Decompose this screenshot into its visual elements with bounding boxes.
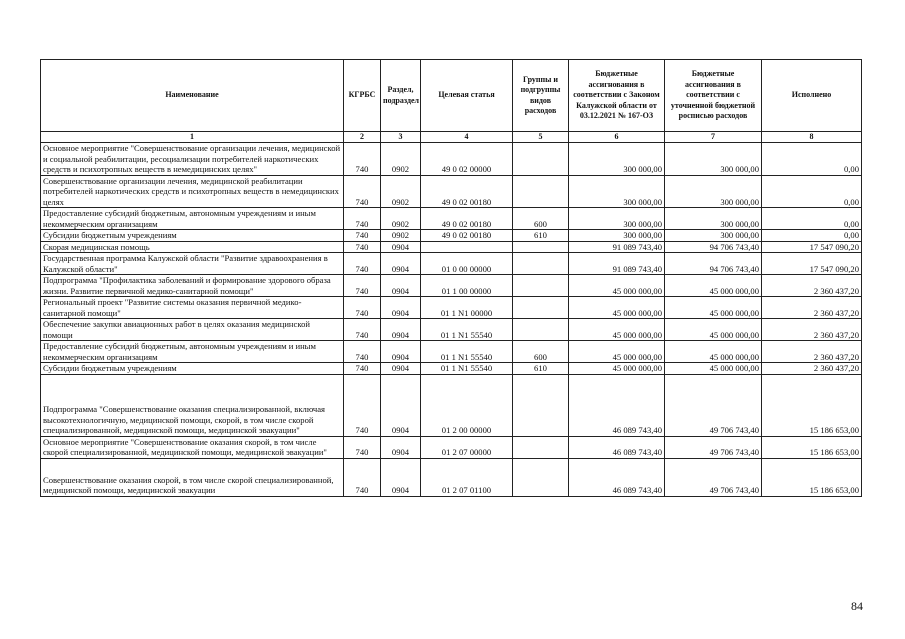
- row-executed: 0,00: [762, 143, 862, 176]
- row-name: Субсидии бюджетным учреждениям: [41, 363, 344, 375]
- column-number: 4: [421, 132, 513, 143]
- row-executed: 2 360 437,20: [762, 319, 862, 341]
- row-law: 300 000,00: [569, 208, 665, 230]
- row-law: 300 000,00: [569, 143, 665, 176]
- column-number: 7: [665, 132, 762, 143]
- row-group: 610: [513, 230, 569, 242]
- row-section: 0904: [381, 374, 421, 436]
- row-refined: 45 000 000,00: [665, 297, 762, 319]
- row-law: 46 089 743,40: [569, 374, 665, 436]
- table-row: [41, 374, 862, 436]
- header-target: Целевая статья: [421, 60, 513, 132]
- row-target: 01 1 00 00000: [421, 275, 513, 297]
- row-section: 0904: [381, 436, 421, 458]
- row-law: 91 089 743,40: [569, 241, 665, 253]
- row-name: Скорая медицинская помощь: [41, 241, 344, 253]
- row-law: 46 089 743,40: [569, 436, 665, 458]
- row-kgrbs: 740: [344, 143, 381, 176]
- row-target: 01 1 N1 55540: [421, 319, 513, 341]
- row-law: 300 000,00: [569, 230, 665, 242]
- row-section: 0902: [381, 143, 421, 176]
- row-target: 01 1 N1 55540: [421, 341, 513, 363]
- row-refined: 94 706 743,40: [665, 241, 762, 253]
- row-kgrbs: 740: [344, 319, 381, 341]
- row-group: [513, 297, 569, 319]
- row-section: 0904: [381, 297, 421, 319]
- column-number: 5: [513, 132, 569, 143]
- row-kgrbs: 740: [344, 436, 381, 458]
- table-row: [41, 208, 862, 230]
- row-target: 49 0 02 00180: [421, 175, 513, 208]
- table-row: [41, 253, 862, 275]
- header-executed: Исполнено: [762, 60, 862, 132]
- row-name: Подпрограмма "Совершенствование оказания специализированной, включая высокотехнологичную, медицинской помощи, скорой, в том числе скорой специализированной, медицинской помощи, медицинской эвакуации": [41, 374, 344, 436]
- row-refined: 300 000,00: [665, 175, 762, 208]
- row-section: 0904: [381, 241, 421, 253]
- row-section: 0904: [381, 363, 421, 375]
- row-refined: 49 706 743,40: [665, 436, 762, 458]
- row-law: 91 089 743,40: [569, 253, 665, 275]
- table-row: [41, 297, 862, 319]
- row-law: 45 000 000,00: [569, 363, 665, 375]
- row-group: [513, 241, 569, 253]
- table-row: [41, 458, 862, 496]
- row-group: [513, 275, 569, 297]
- row-target: 01 2 07 00000: [421, 436, 513, 458]
- row-target: 01 2 00 00000: [421, 374, 513, 436]
- row-kgrbs: 740: [344, 275, 381, 297]
- row-target: 01 1 N1 00000: [421, 297, 513, 319]
- column-number: 2: [344, 132, 381, 143]
- row-section: 0904: [381, 341, 421, 363]
- row-refined: 45 000 000,00: [665, 341, 762, 363]
- row-executed: 15 186 653,00: [762, 374, 862, 436]
- row-kgrbs: 740: [344, 175, 381, 208]
- column-number: 8: [762, 132, 862, 143]
- row-target: 01 0 00 00000: [421, 253, 513, 275]
- row-kgrbs: 740: [344, 208, 381, 230]
- row-refined: 45 000 000,00: [665, 363, 762, 375]
- row-name: Государственная программа Калужской области "Развитие здравоохранения в Калужской области": [41, 253, 344, 275]
- table-row: [41, 341, 862, 363]
- row-law: 300 000,00: [569, 175, 665, 208]
- row-kgrbs: 740: [344, 458, 381, 496]
- row-executed: 17 547 090,20: [762, 241, 862, 253]
- row-executed: 0,00: [762, 175, 862, 208]
- row-name: Обеспечение закупки авиационных работ в целях оказания медицинской помощи: [41, 319, 344, 341]
- row-executed: 2 360 437,20: [762, 363, 862, 375]
- row-executed: 15 186 653,00: [762, 458, 862, 496]
- row-section: 0904: [381, 275, 421, 297]
- row-law: 45 000 000,00: [569, 297, 665, 319]
- row-name: Региональный проект "Развитие системы оказания первичной медико-санитарной помощи": [41, 297, 344, 319]
- table-row: [41, 175, 862, 208]
- row-target: 49 0 02 00180: [421, 230, 513, 242]
- column-number: 6: [569, 132, 665, 143]
- row-name: Основное мероприятие "Совершенствование организации лечения, медицинской и социальной реабилитации, ресоциализации потребителей наркотических средств и психотропных веществ в немедицинских целях": [41, 143, 344, 176]
- table-row: [41, 275, 862, 297]
- row-kgrbs: 740: [344, 341, 381, 363]
- row-executed: 0,00: [762, 208, 862, 230]
- row-law: 45 000 000,00: [569, 275, 665, 297]
- header-name: Наименование: [41, 60, 344, 132]
- table-row: [41, 436, 862, 458]
- row-name: Совершенствование организации лечения, медицинской реабилитации потребителей наркотических средств и психотропных веществ в немедицинских целях: [41, 175, 344, 208]
- row-refined: 49 706 743,40: [665, 458, 762, 496]
- row-executed: 2 360 437,20: [762, 275, 862, 297]
- row-target: [421, 241, 513, 253]
- row-refined: 45 000 000,00: [665, 319, 762, 341]
- header-kgrbs: КГРБС: [344, 60, 381, 132]
- row-group: 600: [513, 208, 569, 230]
- table-row: [41, 319, 862, 341]
- row-executed: 2 360 437,20: [762, 341, 862, 363]
- budget-table-sheet: [40, 59, 861, 497]
- row-kgrbs: 740: [344, 297, 381, 319]
- table-row: [41, 363, 862, 375]
- header-section: Раздел, подраздел: [381, 60, 421, 132]
- table-row: [41, 241, 862, 253]
- row-section: 0904: [381, 458, 421, 496]
- row-name: Предоставление субсидий бюджетным, автономным учреждениям и иным некоммерческим организациям: [41, 208, 344, 230]
- row-target: 01 2 07 01100: [421, 458, 513, 496]
- row-refined: 49 706 743,40: [665, 374, 762, 436]
- row-group: [513, 458, 569, 496]
- row-group: [513, 436, 569, 458]
- row-group: [513, 143, 569, 176]
- row-kgrbs: 740: [344, 241, 381, 253]
- header-row: [41, 60, 862, 132]
- row-kgrbs: 740: [344, 230, 381, 242]
- row-section: 0902: [381, 208, 421, 230]
- row-executed: 2 360 437,20: [762, 297, 862, 319]
- row-group: [513, 253, 569, 275]
- row-name: Подпрограмма "Профилактика заболеваний и формирование здорового образа жизни. Развитие первичной медико-санитарной помощи": [41, 275, 344, 297]
- row-refined: 300 000,00: [665, 143, 762, 176]
- row-law: 46 089 743,40: [569, 458, 665, 496]
- row-group: 600: [513, 341, 569, 363]
- row-target: 49 0 02 00180: [421, 208, 513, 230]
- column-number: 1: [41, 132, 344, 143]
- row-name: Предоставление субсидий бюджетным, автономным учреждениям и иным некоммерческим организациям: [41, 341, 344, 363]
- header-group: Группы и подгруппы видов расходов: [513, 60, 569, 132]
- row-group: [513, 319, 569, 341]
- row-refined: 300 000,00: [665, 230, 762, 242]
- row-kgrbs: 740: [344, 363, 381, 375]
- budget-execution-table: [40, 59, 862, 497]
- row-section: 0904: [381, 319, 421, 341]
- table-row: [41, 230, 862, 242]
- row-group: 610: [513, 363, 569, 375]
- row-section: 0902: [381, 230, 421, 242]
- row-kgrbs: 740: [344, 374, 381, 436]
- column-number-row: [41, 132, 862, 143]
- row-executed: 15 186 653,00: [762, 436, 862, 458]
- row-executed: 0,00: [762, 230, 862, 242]
- row-name: Основное мероприятие "Совершенствование оказания скорой, в том числе скорой специализированной, медицинской помощи, медицинской эвакуации": [41, 436, 344, 458]
- row-target: 01 1 N1 55540: [421, 363, 513, 375]
- row-refined: 94 706 743,40: [665, 253, 762, 275]
- row-name: Совершенствование оказания скорой, в том числе скорой специализированной, медицинской помощи, медицинской эвакуации: [41, 458, 344, 496]
- row-law: 45 000 000,00: [569, 341, 665, 363]
- row-target: 49 0 02 00000: [421, 143, 513, 176]
- row-refined: 45 000 000,00: [665, 275, 762, 297]
- row-kgrbs: 740: [344, 253, 381, 275]
- header-refined: Бюджетные ассигнования в соответствии с уточненной бюджетной росписью расходов: [665, 60, 762, 132]
- column-number: 3: [381, 132, 421, 143]
- row-name: Субсидии бюджетным учреждениям: [41, 230, 344, 242]
- header-law: Бюджетные ассигнования в соответствии с Законом Калужской области от 03.12.2021 № 167-ОЗ: [569, 60, 665, 132]
- row-section: 0904: [381, 253, 421, 275]
- row-group: [513, 175, 569, 208]
- table-body: [41, 143, 862, 497]
- row-refined: 300 000,00: [665, 208, 762, 230]
- page-number: 84: [851, 599, 863, 613]
- table-row: [41, 143, 862, 176]
- row-section: 0902: [381, 175, 421, 208]
- row-group: [513, 374, 569, 436]
- row-executed: 17 547 090,20: [762, 253, 862, 275]
- row-law: 45 000 000,00: [569, 319, 665, 341]
